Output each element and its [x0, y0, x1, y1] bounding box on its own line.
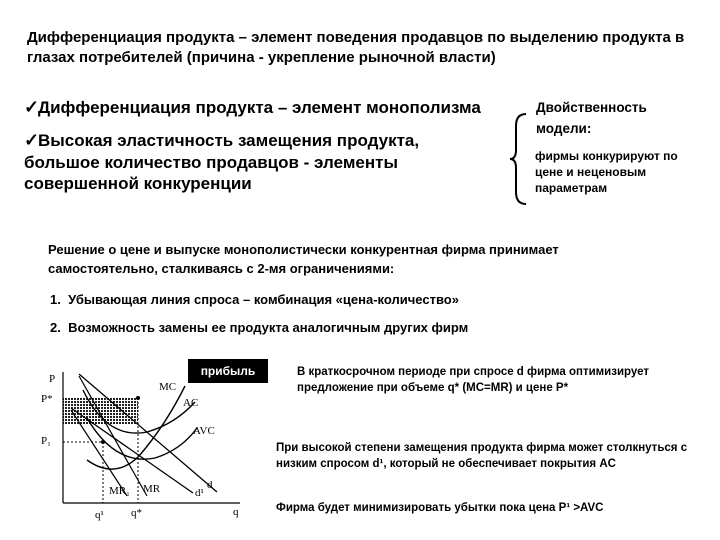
constraint-text: Возможность замены ее продукта аналогичным других фирм — [68, 320, 469, 335]
avc-label: AVC — [193, 425, 215, 437]
checkmark-icon: ✓ — [24, 97, 40, 117]
page-title: Дифференциация продукта – элемент поведения продавцов по выделению продукта в глазах потребителей (причина - укрепление рыночной власти) — [27, 29, 685, 66]
d1-label: d¹ — [195, 487, 204, 499]
bullet-continuation: совершенной конкуренции — [24, 174, 252, 193]
constraint-1 — [50, 290, 459, 309]
p-one-label: P₁ — [41, 435, 51, 447]
profit-badge: прибыль — [188, 359, 268, 383]
cost-demand-graph — [35, 368, 245, 528]
checkmark-icon: ✓ — [24, 130, 40, 150]
q-star-label: q* — [131, 507, 142, 519]
bullet-differentiation — [24, 97, 481, 118]
constraint-2 — [50, 318, 468, 337]
constraint-number: 2. — [50, 320, 61, 335]
constraint-text: Убывающая линия спроса – комбинация «цена-количество» — [68, 292, 459, 307]
note-min-losses: Фирма будет минимизировать убытки пока цена P¹ >AVC — [276, 502, 604, 514]
decision-paragraph — [30, 240, 608, 278]
constraint-number: 1. — [50, 292, 61, 307]
duality-text: фирмы конкурируют по цене и неценовым параметрам — [535, 149, 678, 195]
ac-label: AC — [183, 397, 199, 409]
mr1-label: MR₁ — [109, 485, 130, 497]
d-label: d — [207, 479, 213, 491]
bullet-elasticity — [24, 130, 419, 151]
bullet-continuation: большое количество продавцов - элементы — [24, 153, 398, 172]
q1-label: q¹ — [95, 509, 104, 521]
duality-heading: Двойственность модели: — [536, 100, 647, 136]
p-star-label: P* — [41, 393, 53, 405]
bullet-text: Дифференциация продукта – элемент монополизма — [38, 98, 481, 117]
q-axis-label: q — [233, 506, 239, 518]
equilibrium-point — [136, 396, 140, 400]
mr-label: MR — [143, 483, 161, 495]
mr-line — [79, 376, 147, 496]
low-demand-point — [101, 440, 105, 444]
note-low-demand: При высокой степени замещения продукта фирма может столкнуться с низким спросом d¹, который не обеспечивает покрытия AC — [276, 442, 688, 470]
mc-label: MC — [159, 381, 177, 393]
p-axis-label: P — [49, 373, 56, 385]
note-short-run: В краткосрочном периоде при спросе d фирма оптимизирует предложение при объеме q* (MC=MR) и цене P* — [297, 366, 650, 394]
curly-brace-icon — [508, 112, 532, 206]
bullet-text: Высокая эластичность замещения продукта, — [38, 131, 420, 150]
decision-text: Решение о цене и выпуске монополистически конкурентная фирма принимает самостоятельно, сталкиваясь с 2-мя ограничениями: — [48, 242, 559, 276]
